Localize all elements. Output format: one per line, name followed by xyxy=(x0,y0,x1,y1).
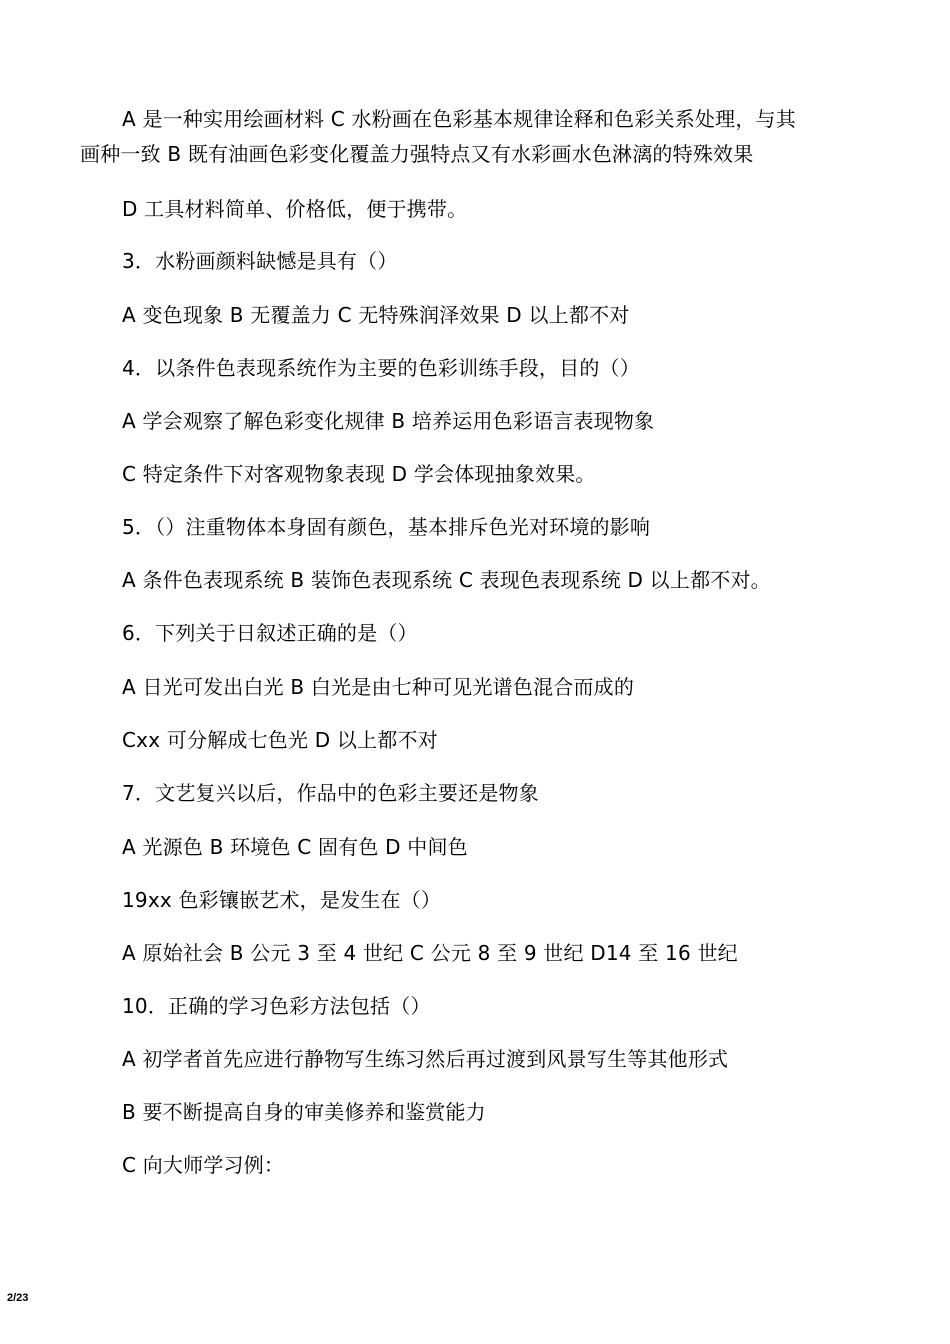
question-3-options: A 变色现象 B 无覆盖力 C 无特殊润泽效果 D 以上都不对 xyxy=(122,303,630,327)
question-6: 6．下列关于日叙述正确的是（） xyxy=(122,621,418,645)
question-9-options: A 原始社会 B 公元 3 至 4 世纪 C 公元 8 至 9 世纪 D14 至 16 世纪 xyxy=(122,941,738,965)
question-10: 10．正确的学习色彩方法包括（） xyxy=(122,994,431,1018)
question-5-options: A 条件色表现系统 B 装饰色表现系统 C 表现色表现系统 D 以上都不对。 xyxy=(122,568,771,592)
question-7-options: A 光源色 B 环境色 C 固有色 D 中间色 xyxy=(122,835,468,859)
text-line-3: D 工具材料简单、价格低，便于携带。 xyxy=(122,197,468,221)
question-6-options-c-d: Cxx 可分解成七色光 D 以上都不对 xyxy=(122,728,438,752)
text-line-1: A 是一种实用绘画材料 C 水粉画在色彩基本规律诠释和色彩关系处理，与其 xyxy=(122,107,796,131)
question-4-options-a-b: A 学会观察了解色彩变化规律 B 培养运用色彩语言表现物象 xyxy=(122,409,655,433)
question-4: 4．以条件色表现系统作为主要的色彩训练手段，目的（） xyxy=(122,356,640,380)
question-3: 3．水粉画颜料缺憾是具有（） xyxy=(122,249,398,273)
question-10-option-b: B 要不断提高自身的审美修养和鉴赏能力 xyxy=(122,1100,486,1124)
question-4-options-c-d: C 特定条件下对客观物象表现 D 学会体现抽象效果。 xyxy=(122,462,596,486)
question-6-options-a-b: A 日光可发出白光 B 白光是由七种可见光谱色混合而成的 xyxy=(122,675,635,699)
page-number: 2/23 xyxy=(7,1292,29,1304)
question-9: 19xx 色彩镶嵌艺术，是发生在（） xyxy=(122,888,442,912)
question-10-option-a: A 初学者首先应进行静物写生练习然后再过渡到风景写生等其他形式 xyxy=(122,1047,729,1071)
question-10-option-c: C 向大师学习例： xyxy=(122,1153,285,1177)
text-line-2: 画种一致 B 既有油画色彩变化覆盖力强特点又有水彩画水色淋漓的特殊效果 xyxy=(80,142,754,166)
question-7: 7．文艺复兴以后，作品中的色彩主要还是物象 xyxy=(122,781,539,805)
question-5: 5．（）注重物体本身固有颜色，基本排斥色光对环境的影响 xyxy=(122,515,651,539)
